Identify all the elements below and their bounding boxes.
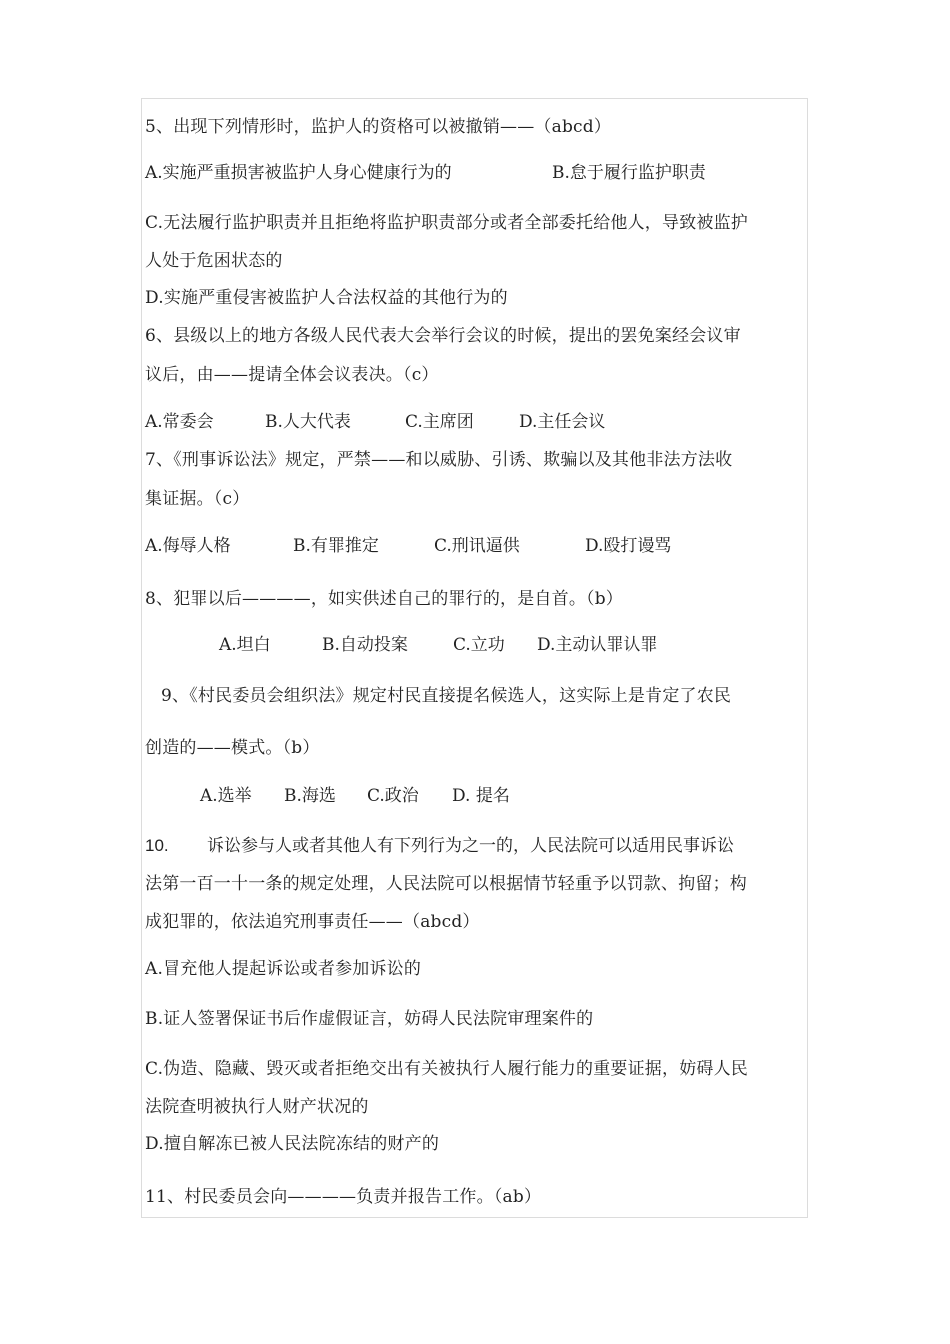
q10-question-line3: 成犯罪的，依法追究刑事责任——（abcd） <box>145 912 480 932</box>
q9-option-a: A.选举 <box>200 786 252 806</box>
q7-question-line2: 集证据。（c） <box>145 489 250 509</box>
q5-option-a: A.实施严重损害被监护人身心健康行为的 <box>145 163 452 183</box>
q10-option-d: D.擅自解冻已被人民法院冻结的财产的 <box>145 1134 440 1154</box>
q10-option-c-line1: C.伪造、隐藏、毁灭或者拒绝交出有关被执行人履行能力的重要证据，妨碍人民 <box>145 1059 749 1079</box>
q9-option-b: B.海选 <box>284 786 336 806</box>
q5-option-c-line1: C.无法履行监护职责并且拒绝将监护职责部分或者全部委托给他人，导致被监护 <box>145 213 749 233</box>
q5-option-c-line2: 人处于危困状态的 <box>145 251 283 271</box>
q6-option-a: A.常委会 <box>145 412 214 432</box>
q9-question-line1: 9、《村民委员会组织法》规定村民直接提名候选人，这实际上是肯定了农民 <box>161 686 732 706</box>
q7-option-b: B.有罪推定 <box>293 536 379 556</box>
q6-option-d: D.主任会议 <box>519 412 606 432</box>
q8-option-d: D.主动认罪认罪 <box>537 635 658 655</box>
q6-question-line2: 议后，由——提请全体会议表决。（c） <box>145 365 439 385</box>
q10-option-a: A.冒充他人提起诉讼或者参加诉讼的 <box>145 959 422 979</box>
q6-question-line1: 6、县级以上的地方各级人民代表大会举行会议的时候，提出的罢免案经会议审 <box>145 326 741 346</box>
q9-option-d: D. 提名 <box>452 786 510 806</box>
q9-question-line2: 创造的——模式。（b） <box>145 738 320 758</box>
q10-question-line2: 法第一百一十一条的规定处理，人民法院可以根据情节轻重予以罚款、拘留；构 <box>145 874 747 894</box>
q10-option-c-line2: 法院查明被执行人财产状况的 <box>145 1097 369 1117</box>
q8-option-b: B.自动投案 <box>322 635 408 655</box>
q5-option-b: B.怠于履行监护职责 <box>552 163 706 183</box>
q8-question: 8、犯罪以后————，如实供述自己的罪行的，是自首。（b） <box>145 589 623 609</box>
q5-option-d: D.实施严重侵害被监护人合法权益的其他行为的 <box>145 288 508 308</box>
q10-option-b: B.证人签署保证书后作虚假证言，妨碍人民法院审理案件的 <box>145 1009 594 1029</box>
q11-question: 11、村民委员会向————负责并报告工作。（ab） <box>145 1187 542 1207</box>
q8-option-a: A.坦白 <box>219 635 271 655</box>
q5-question: 5、出现下列情形时，监护人的资格可以被撤销——（abcd） <box>145 117 612 137</box>
q9-option-c: C.政治 <box>367 786 419 806</box>
q7-question-line1: 7、《刑事诉讼法》规定，严禁——和以威胁、引诱、欺骗以及其他非法方法收 <box>145 450 733 470</box>
q10-question-line1: 诉讼参与人或者其他人有下列行为之一的，人民法院可以适用民事诉讼 <box>207 836 734 856</box>
q7-option-d: D.殴打谩骂 <box>585 536 672 556</box>
q10-number: 10. <box>145 836 169 855</box>
q8-option-c: C.立功 <box>453 635 505 655</box>
q6-option-c: C.主席团 <box>405 412 474 432</box>
q7-option-a: A.侮辱人格 <box>145 536 231 556</box>
q7-option-c: C.刑讯逼供 <box>434 536 520 556</box>
q6-option-b: B.人大代表 <box>265 412 351 432</box>
